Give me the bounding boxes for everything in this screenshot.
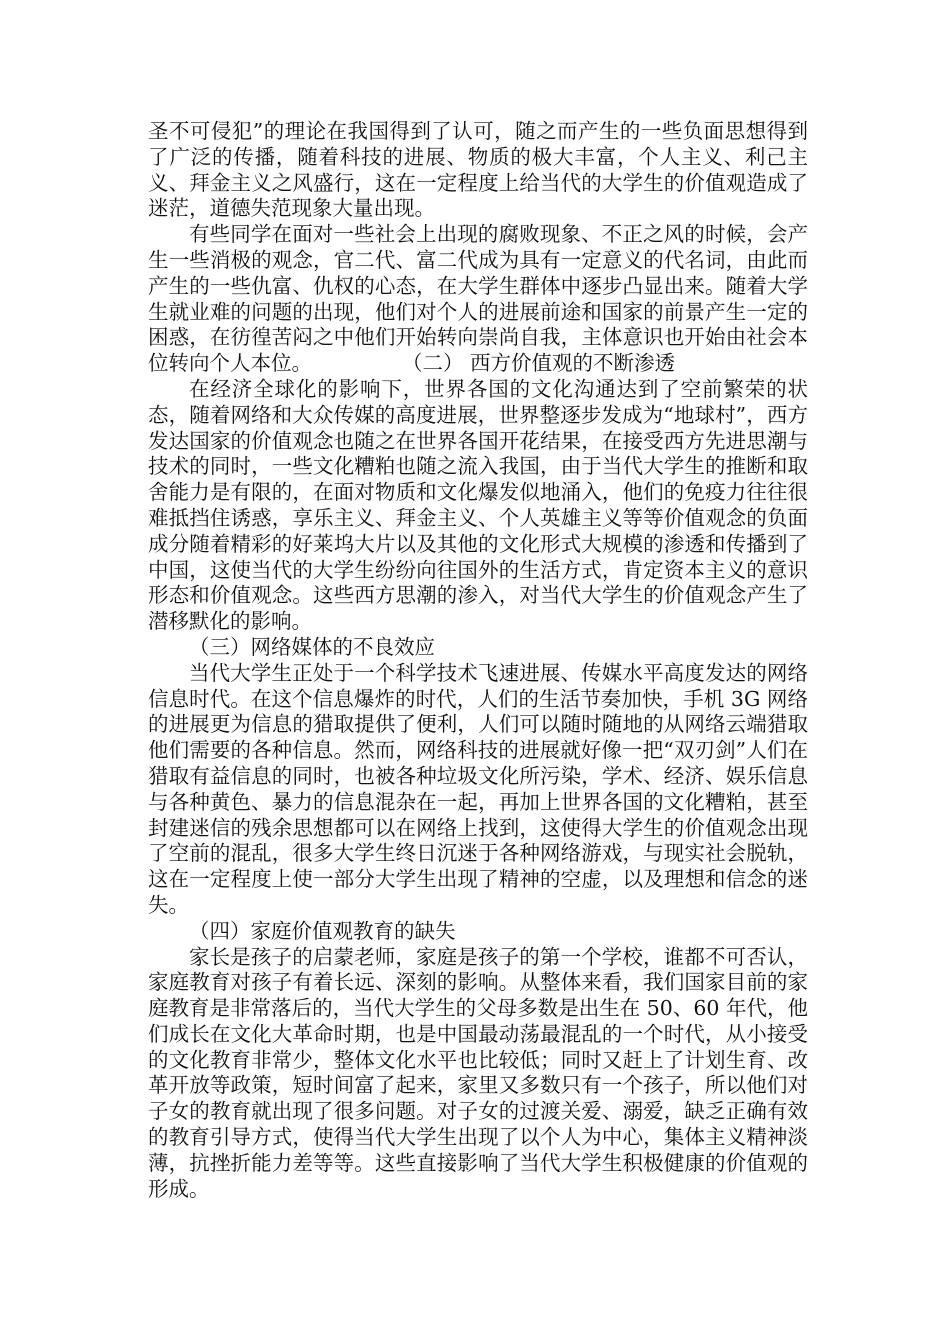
section-heading-network-media: （三）网络媒体的不良效应 bbox=[189, 634, 435, 659]
paragraph-social-phenomena bbox=[148, 222, 808, 377]
body-text bbox=[148, 119, 808, 1202]
section-heading-western-values: （二） 西方价值观的不断渗透 bbox=[402, 351, 676, 376]
section-heading-family-education: （四）家庭价值观教育的缺失 bbox=[189, 918, 456, 943]
paragraph-family-education: 家长是孩子的启蒙老师，家庭是孩子的第一个学校，谁都不可否认，家庭教育对孩子有着长远、深刻的影响。从整体来看，我们国家目前的家庭教育是非常落后的，当代大学生的父母多数是出生在 50、60 年代，他们成长在文化大革命时期，也是中国最动荡最混乱的一个时代，从小接受的文化教育非常少，整体文化水平也比较低；同时又赶上了计划生育、改革开放等政策，短时间富了起来，家里又多数只有一个孩子，所以他们对子女的教育就出现了很多问题。对子女的过渡关爱、溺爱，缺乏正确有效的教育引导方式，使得当代大学生出现了以个人为中心，集体主义精神淡薄，抗挫折能力差等等。这些直接影响了当代大学生积极健康的价值观的形成。 bbox=[148, 944, 808, 1201]
paragraph-continuation: 圣不可侵犯”的理论在我国得到了认可，随之而产生的一些负面思想得到了广泛的传播，随着科技的进展、物质的极大丰富，个人主义、利己主义、拜金主义之风盛行，这在一定程度上给当代的大学生的价值观造成了迷茫，道德失范现象大量出现。 bbox=[148, 119, 808, 221]
paragraph-social-phenomena-text: 有些同学在面对一些社会上出现的腐败现象、不正之风的时候，会产生一些消极的观念，官二代、富二代成为具有一定意义的代名词，由此而产生的一些仇富、仇权的心态，在大学生群体中逐步凸显出来。随着大学生就业难的问题的出现，他们对个人的进展前途和国家的前景产生一定的困惑，在彷徨苦闷之中他们开始转向崇尚自我，主体意识也开始由社会本位转向个人本位。 bbox=[148, 222, 808, 376]
paragraph-network-media: 当代大学生正处于一个科学技术飞速进展、传媒水平高度发达的网络信息时代。在这个信息爆炸的时代，人们的生活节奏加快，手机 3G 网络的进展更为信息的猎取提供了便利，人们可以随时随地的从网络云端猎取他们需要的各种信息。然而，网络科技的进展就好像一把“双刃剑”人们在猎取有益信息的同时，也被各种垃圾文化所污染，学术、经济、娱乐信息与各种黄色、暴力的信息混杂在一起，再加上世界各国的文化糟粕，甚至封建迷信的残余思想都可以在网络上找到，这使得大学生的价值观念出现了空前的混乱，很多大学生终日沉迷于各种网络游戏，与现实社会脱轨，这在一定程度上使一部分大学生出现了精神的空虚，以及理想和信念的迷失。 bbox=[148, 660, 808, 917]
paragraph-western-values: 在经济全球化的影响下，世界各国的文化沟通达到了空前繁荣的状态，随着网络和大众传媒的高度进展，世界整逐步发成为“地球村”，西方发达国家的价值观念也随之在世界各国开花结果，在接受西方先进思潮与技术的同时，一些文化糟粕也随之流入我国，由于当代大学生的推断和取舍能力是有限的，在面对物质和文化爆发似地涌入，他们的免疫力往往很难抵挡住诱惑，享乐主义、拜金主义、个人英雄主义等等价值观念的负面成分随着精彩的好莱坞大片以及其他的文化形式大规模的渗透和传播到了中国，这使当代的大学生纷纷向往国外的生活方式，肯定资本主义的意识形态和价值观念。这些西方思潮的渗入，对当代大学生的价值观念产生了潜移默化的影响。 bbox=[148, 376, 808, 634]
